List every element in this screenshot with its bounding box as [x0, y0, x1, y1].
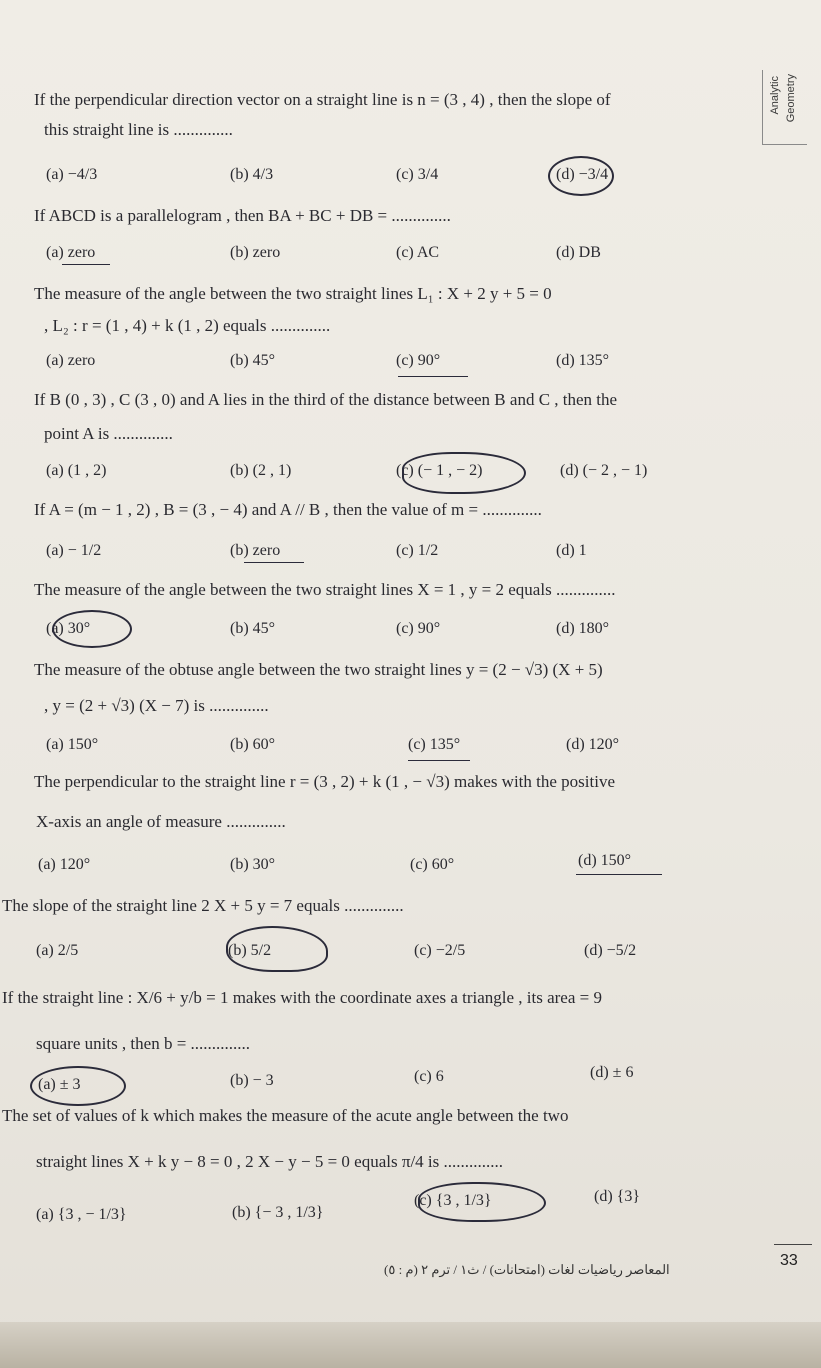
question-12-option-b: (b) {− 3 , 1/3} [232, 1204, 324, 1221]
question-2-option-a: (a) −4/3 [46, 166, 98, 183]
question-8-text2: , y = (2 + √3) (X − 7) is .............. [44, 696, 269, 715]
question-4-option-c: (c) 90° [396, 352, 441, 369]
question-5-option-a: (a) (1 , 2) [46, 462, 107, 479]
answer-circle [418, 1182, 546, 1222]
question-5-option-b: (b) (2 , 1) [230, 462, 292, 479]
question-8-option-b: (b) 60° [230, 736, 276, 753]
question-6-option-b: (b) zero [230, 542, 281, 559]
question-10-option-c: (c) −2/5 [414, 942, 466, 959]
question-2-text: If the perpendicular direction vector on a straight line is n = (3 , 4) , then the slope of [34, 90, 611, 109]
question-12-text: The set of values of k which makes the measure of the acute angle between the two [2, 1106, 569, 1125]
fabric-edge [0, 1322, 821, 1368]
answer-underline [408, 760, 470, 761]
question-10-option-b: (b) 5/2 [228, 942, 272, 959]
page-number: 33 [780, 1252, 798, 1269]
answer-underline [398, 376, 468, 377]
question-2-text2: this straight line is .............. [44, 120, 233, 139]
answer-underline [576, 874, 662, 875]
side-tab-line1: Analytic [769, 76, 781, 115]
answer-circle [52, 610, 132, 648]
question-6-text: If A = (m − 1 , 2) , B = (3 , − 4) and A // B , then the value of m = .............. [34, 500, 542, 519]
question-12-option-c: (c) {3 , 1/3} [414, 1192, 492, 1209]
question-11-text2: square units , then b = .............. [36, 1034, 251, 1053]
question-4-option-b: (b) 45° [230, 352, 276, 369]
question-5-text2: point A is .............. [44, 424, 173, 443]
question-7-option-d: (d) 180° [556, 620, 610, 637]
answer-circle [548, 156, 614, 196]
question-12-option-a: (a) {3 , − 1/3} [36, 1206, 127, 1223]
question-3-option-d: (d) DB [556, 244, 601, 261]
answer-circle [226, 926, 328, 972]
question-8-text: The measure of the obtuse angle between the two straight lines y = (2 − √3) (X + 5) [34, 660, 603, 679]
question-4-text: The measure of the angle between the two straight lines L₁ : X + 2 y + 5 = 0 [34, 284, 552, 303]
question-7-option-b: (b) 45° [230, 620, 276, 637]
question-3-option-b: (b) zero [230, 244, 281, 261]
question-3-option-a: (a) zero [46, 244, 96, 261]
section-tab [762, 70, 807, 145]
question-12-option-d: (d) {3} [594, 1188, 641, 1205]
question-8-option-c: (c) 135° [408, 736, 461, 753]
question-10-text: The slope of the straight line 2 X + 5 y = 7 equals .............. [2, 896, 404, 915]
question-6-option-a: (a) − 1/2 [46, 542, 102, 559]
question-10-option-d: (d) −5/2 [584, 942, 637, 959]
side-tab-line2: Geometry [785, 74, 797, 123]
question-7-text: The measure of the angle between the two straight lines X = 1 , y = 2 equals .............. [34, 580, 616, 599]
question-10-option-a: (a) 2/5 [36, 942, 79, 959]
answer-underline [244, 562, 304, 563]
question-3-option-c: (c) AC [396, 244, 440, 261]
question-5-option-d: (d) (− 2 , − 1) [560, 462, 648, 479]
question-8-option-a: (a) 150° [46, 736, 99, 753]
question-9-text2: X-axis an angle of measure .............. [36, 812, 286, 831]
question-11-text: If the straight line : X/6 + y/b = 1 makes with the coordinate axes a triangle , its area = 9 [2, 988, 602, 1007]
question-2-option-d: (d) −3/4 [556, 166, 609, 183]
question-11-option-b: (b) − 3 [230, 1072, 274, 1089]
question-12-text2: straight lines X + k y − 8 = 0 , 2 X − y − 5 = 0 equals π/4 is .............. [36, 1152, 504, 1171]
question-7-option-a: (a) 30° [46, 620, 91, 637]
question-9-option-b: (b) 30° [230, 856, 276, 873]
footer-text: المعاصر رياضيات لغات (امتحانات) / ث١ / ترم ٢ (م : ٥) [384, 1262, 670, 1277]
page-number-rule [774, 1244, 812, 1245]
question-11-option-d: (d) ± 6 [590, 1064, 634, 1081]
question-9-option-c: (c) 60° [410, 856, 455, 873]
question-2-option-b: (b) 4/3 [230, 166, 274, 183]
question-9-option-d: (d) 150° [578, 852, 632, 869]
question-4-option-a: (a) zero [46, 352, 96, 369]
question-4-option-d: (d) 135° [556, 352, 610, 369]
question-5-text: If B (0 , 3) , C (3 , 0) and A lies in the third of the distance between B and C , then the [34, 390, 618, 409]
question-2-option-c: (c) 3/4 [396, 166, 439, 183]
question-7-option-c: (c) 90° [396, 620, 441, 637]
question-5-option-c: (c) (− 1 , − 2) [396, 462, 483, 479]
question-9-option-a: (a) 120° [38, 856, 91, 873]
answer-circle [30, 1066, 126, 1106]
question-4-text2: , L₂ : r = (1 , 4) + k (1 , 2) equals .............. [44, 316, 331, 335]
question-6-option-d: (d) 1 [556, 542, 587, 559]
question-3-text: If ABCD is a parallelogram , then BA + BC + DB = .............. [34, 206, 451, 225]
question-8-option-d: (d) 120° [566, 736, 620, 753]
question-11-option-c: (c) 6 [414, 1068, 444, 1085]
answer-underline [62, 264, 110, 265]
question-9-text: The perpendicular to the straight line r = (3 , 2) + k (1 , − √3) makes with the positive [34, 772, 616, 791]
answer-circle [402, 452, 526, 494]
question-6-option-c: (c) 1/2 [396, 542, 439, 559]
question-11-option-a: (a) ± 3 [38, 1076, 81, 1093]
